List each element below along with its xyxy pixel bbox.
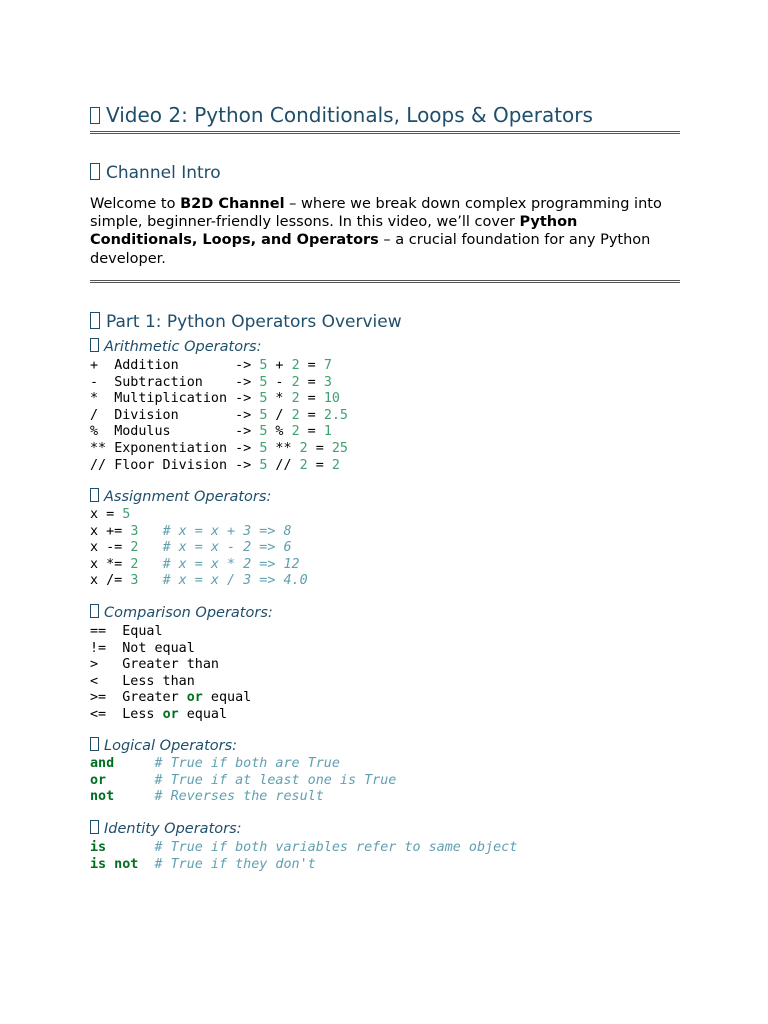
channel-intro-heading-text: Channel Intro xyxy=(106,163,221,183)
emoji-placeholder-icon xyxy=(90,312,100,329)
operator-name: Subtraction -> xyxy=(114,374,260,390)
identity-code-block xyxy=(90,840,517,873)
operator-name: Less xyxy=(122,706,163,722)
operator-symbol: * xyxy=(90,391,115,407)
operator-symbol: > xyxy=(90,657,123,673)
operator-symbol: - xyxy=(267,374,292,390)
number-literal: 5 xyxy=(259,407,268,423)
code-comment: # x = x + 3 => 8 xyxy=(162,523,292,539)
code-comment: # True if both variables refer to same object xyxy=(154,840,518,855)
code-line xyxy=(90,857,316,872)
operator-symbol: // xyxy=(267,457,300,473)
comparison-heading xyxy=(90,603,273,623)
assignment-code-block xyxy=(90,507,308,590)
operator-symbol: <= xyxy=(90,706,123,722)
page-title-text: Video 2: Python Conditionals, Loops & Operators xyxy=(106,103,593,127)
code-line xyxy=(90,573,308,588)
operator-symbol: < xyxy=(90,673,123,689)
code-line xyxy=(90,674,195,689)
code-line xyxy=(90,789,324,804)
assignment-target: x *= xyxy=(90,556,131,572)
logical-heading xyxy=(90,736,237,756)
intro-bold-channel: B2D Channel xyxy=(180,196,285,212)
assignment-heading-text: Assignment Operators: xyxy=(104,489,272,505)
operator-name: Multiplication -> xyxy=(114,391,260,407)
code-line xyxy=(90,524,292,539)
page-title xyxy=(90,101,593,129)
operator-name: Division -> xyxy=(114,407,260,423)
code-line xyxy=(90,756,340,771)
code-line xyxy=(90,358,332,373)
number-literal: 2 xyxy=(291,374,300,390)
emoji-placeholder-icon xyxy=(90,163,100,180)
equals-sign: = xyxy=(307,457,332,473)
number-literal: 2 xyxy=(299,440,308,456)
spacer xyxy=(138,524,162,539)
equals-sign: = xyxy=(299,407,324,423)
spacer xyxy=(106,840,154,855)
code-comment: # x = x * 2 => 12 xyxy=(162,556,300,572)
code-line xyxy=(90,507,130,522)
number-literal: 5 xyxy=(259,391,268,407)
number-literal: 25 xyxy=(331,440,348,456)
code-line xyxy=(90,391,340,406)
operator-symbol: == xyxy=(90,624,123,639)
comparison-heading-text: Comparison Operators: xyxy=(104,605,273,621)
intro-text-2: – where we break down complex programming into simple, beginner-friendly lessons. In this video, we’ll cover xyxy=(90,196,662,231)
operator-symbol: % xyxy=(90,424,115,440)
keyword: is xyxy=(90,840,107,855)
spacer xyxy=(138,573,162,588)
code-line xyxy=(90,424,332,439)
operator-symbol: - xyxy=(90,374,115,390)
code-comment: # Reverses the result xyxy=(154,789,324,805)
emoji-placeholder-icon xyxy=(90,338,99,352)
spacer xyxy=(114,756,154,771)
code-comment: # x = x - 2 => 6 xyxy=(162,540,292,556)
number-literal: 5 xyxy=(259,424,268,440)
emoji-placeholder-icon xyxy=(90,737,99,751)
code-line xyxy=(90,375,332,390)
code-line xyxy=(90,540,292,555)
channel-intro-paragraph xyxy=(90,195,680,268)
assignment-target: x -= xyxy=(90,540,131,556)
number-literal: 2 xyxy=(291,407,300,423)
horizontal-rule xyxy=(90,131,680,134)
spacer xyxy=(138,540,162,555)
keyword: or xyxy=(90,772,107,788)
spacer xyxy=(106,773,154,788)
number-literal: 5 xyxy=(259,440,268,456)
keyword: is not xyxy=(90,856,139,872)
equals-sign: = xyxy=(307,440,332,456)
operator-name: Not equal xyxy=(122,640,195,656)
spacer xyxy=(138,857,154,872)
emoji-placeholder-icon xyxy=(90,488,99,502)
operator-symbol: != xyxy=(90,640,123,656)
intro-text-3: – a crucial foundation for any Python developer. xyxy=(90,232,651,267)
intro-bold-topics: Python Conditionals, Loops, and Operators xyxy=(90,214,578,249)
operator-symbol: // xyxy=(90,457,115,473)
logical-code-block xyxy=(90,756,396,806)
keyword: not xyxy=(90,789,115,805)
operator-name: Exponentiation -> xyxy=(114,440,260,456)
spacer xyxy=(138,557,162,572)
operator-symbol: / xyxy=(90,407,115,423)
logical-heading-text: Logical Operators: xyxy=(104,738,238,754)
equals-sign: = xyxy=(299,358,324,373)
code-comment: # x = x / 3 => 4.0 xyxy=(162,573,308,589)
number-literal: 2 xyxy=(291,391,300,407)
operator-name: Greater xyxy=(122,690,187,706)
arithmetic-code-block xyxy=(90,358,348,474)
number-literal: 5 xyxy=(122,507,131,522)
spacer xyxy=(114,789,154,804)
part1-heading xyxy=(90,310,402,334)
code-comment: # True if both are True xyxy=(154,756,340,771)
number-literal: 2 xyxy=(299,457,308,473)
operator-name: equal xyxy=(202,690,252,706)
code-line xyxy=(90,773,396,788)
operator-name: Greater than xyxy=(122,657,219,673)
operator-name: Floor Division -> xyxy=(114,457,260,473)
horizontal-rule xyxy=(90,280,680,283)
code-line xyxy=(90,840,517,855)
operator-name: equal xyxy=(178,706,228,722)
keyword: or xyxy=(186,690,203,706)
identity-heading-text: Identity Operators: xyxy=(104,821,242,837)
number-literal: 3 xyxy=(130,523,139,539)
emoji-placeholder-icon xyxy=(90,107,100,124)
code-line xyxy=(90,624,163,639)
code-line xyxy=(90,458,340,473)
arithmetic-heading xyxy=(90,337,261,357)
number-literal: 5 xyxy=(259,358,268,373)
arithmetic-heading-text: Arithmetic Operators: xyxy=(104,339,262,355)
code-comment: # True if they don't xyxy=(154,856,316,872)
code-line xyxy=(90,408,348,423)
operator-name: Addition -> xyxy=(114,358,260,373)
keyword: and xyxy=(90,756,115,771)
operator-symbol: + xyxy=(267,358,292,373)
number-literal: 2 xyxy=(130,556,139,572)
operator-symbol: >= xyxy=(90,690,123,706)
assignment-target: x += xyxy=(90,523,131,539)
operator-name: Less than xyxy=(122,673,195,689)
channel-intro-heading xyxy=(90,161,221,185)
number-literal: 1 xyxy=(323,424,332,440)
equals-sign: = xyxy=(299,374,324,390)
number-literal: 3 xyxy=(323,374,332,390)
code-line xyxy=(90,707,227,722)
intro-text-1: Welcome to xyxy=(90,196,181,212)
number-literal: 2 xyxy=(130,540,139,556)
number-literal: 3 xyxy=(130,573,139,589)
operator-symbol: + xyxy=(90,358,115,373)
operator-symbol: % xyxy=(267,424,292,440)
code-line xyxy=(90,557,300,572)
emoji-placeholder-icon xyxy=(90,604,99,618)
number-literal: 2 xyxy=(331,457,340,473)
identity-heading xyxy=(90,819,242,839)
assignment-target: x /= xyxy=(90,573,131,589)
equals-sign: = xyxy=(299,424,324,440)
equals-sign: = xyxy=(299,391,324,407)
operator-symbol: * xyxy=(267,391,292,407)
operator-name: Equal xyxy=(122,624,163,639)
operator-name: Modulus -> xyxy=(114,424,260,440)
keyword: or xyxy=(162,706,179,722)
number-literal: 2 xyxy=(291,358,300,373)
code-line xyxy=(90,657,219,672)
emoji-placeholder-icon xyxy=(90,820,99,834)
number-literal: 5 xyxy=(259,374,268,390)
comparison-code-block xyxy=(90,624,251,724)
assignment-target: x = xyxy=(90,507,123,522)
part1-heading-text: Part 1: Python Operators Overview xyxy=(106,312,402,332)
operator-symbol: ** xyxy=(90,440,115,456)
number-literal: 10 xyxy=(323,391,340,407)
number-literal: 2 xyxy=(291,424,300,440)
number-literal: 2.5 xyxy=(323,407,348,423)
code-comment: # True if at least one is True xyxy=(154,772,397,788)
assignment-heading xyxy=(90,487,271,507)
number-literal: 5 xyxy=(259,457,268,473)
code-line xyxy=(90,641,195,656)
operator-symbol: / xyxy=(267,407,292,423)
number-literal: 7 xyxy=(323,358,332,373)
code-line xyxy=(90,441,348,456)
operator-symbol: ** xyxy=(267,440,300,456)
code-line xyxy=(90,690,251,705)
